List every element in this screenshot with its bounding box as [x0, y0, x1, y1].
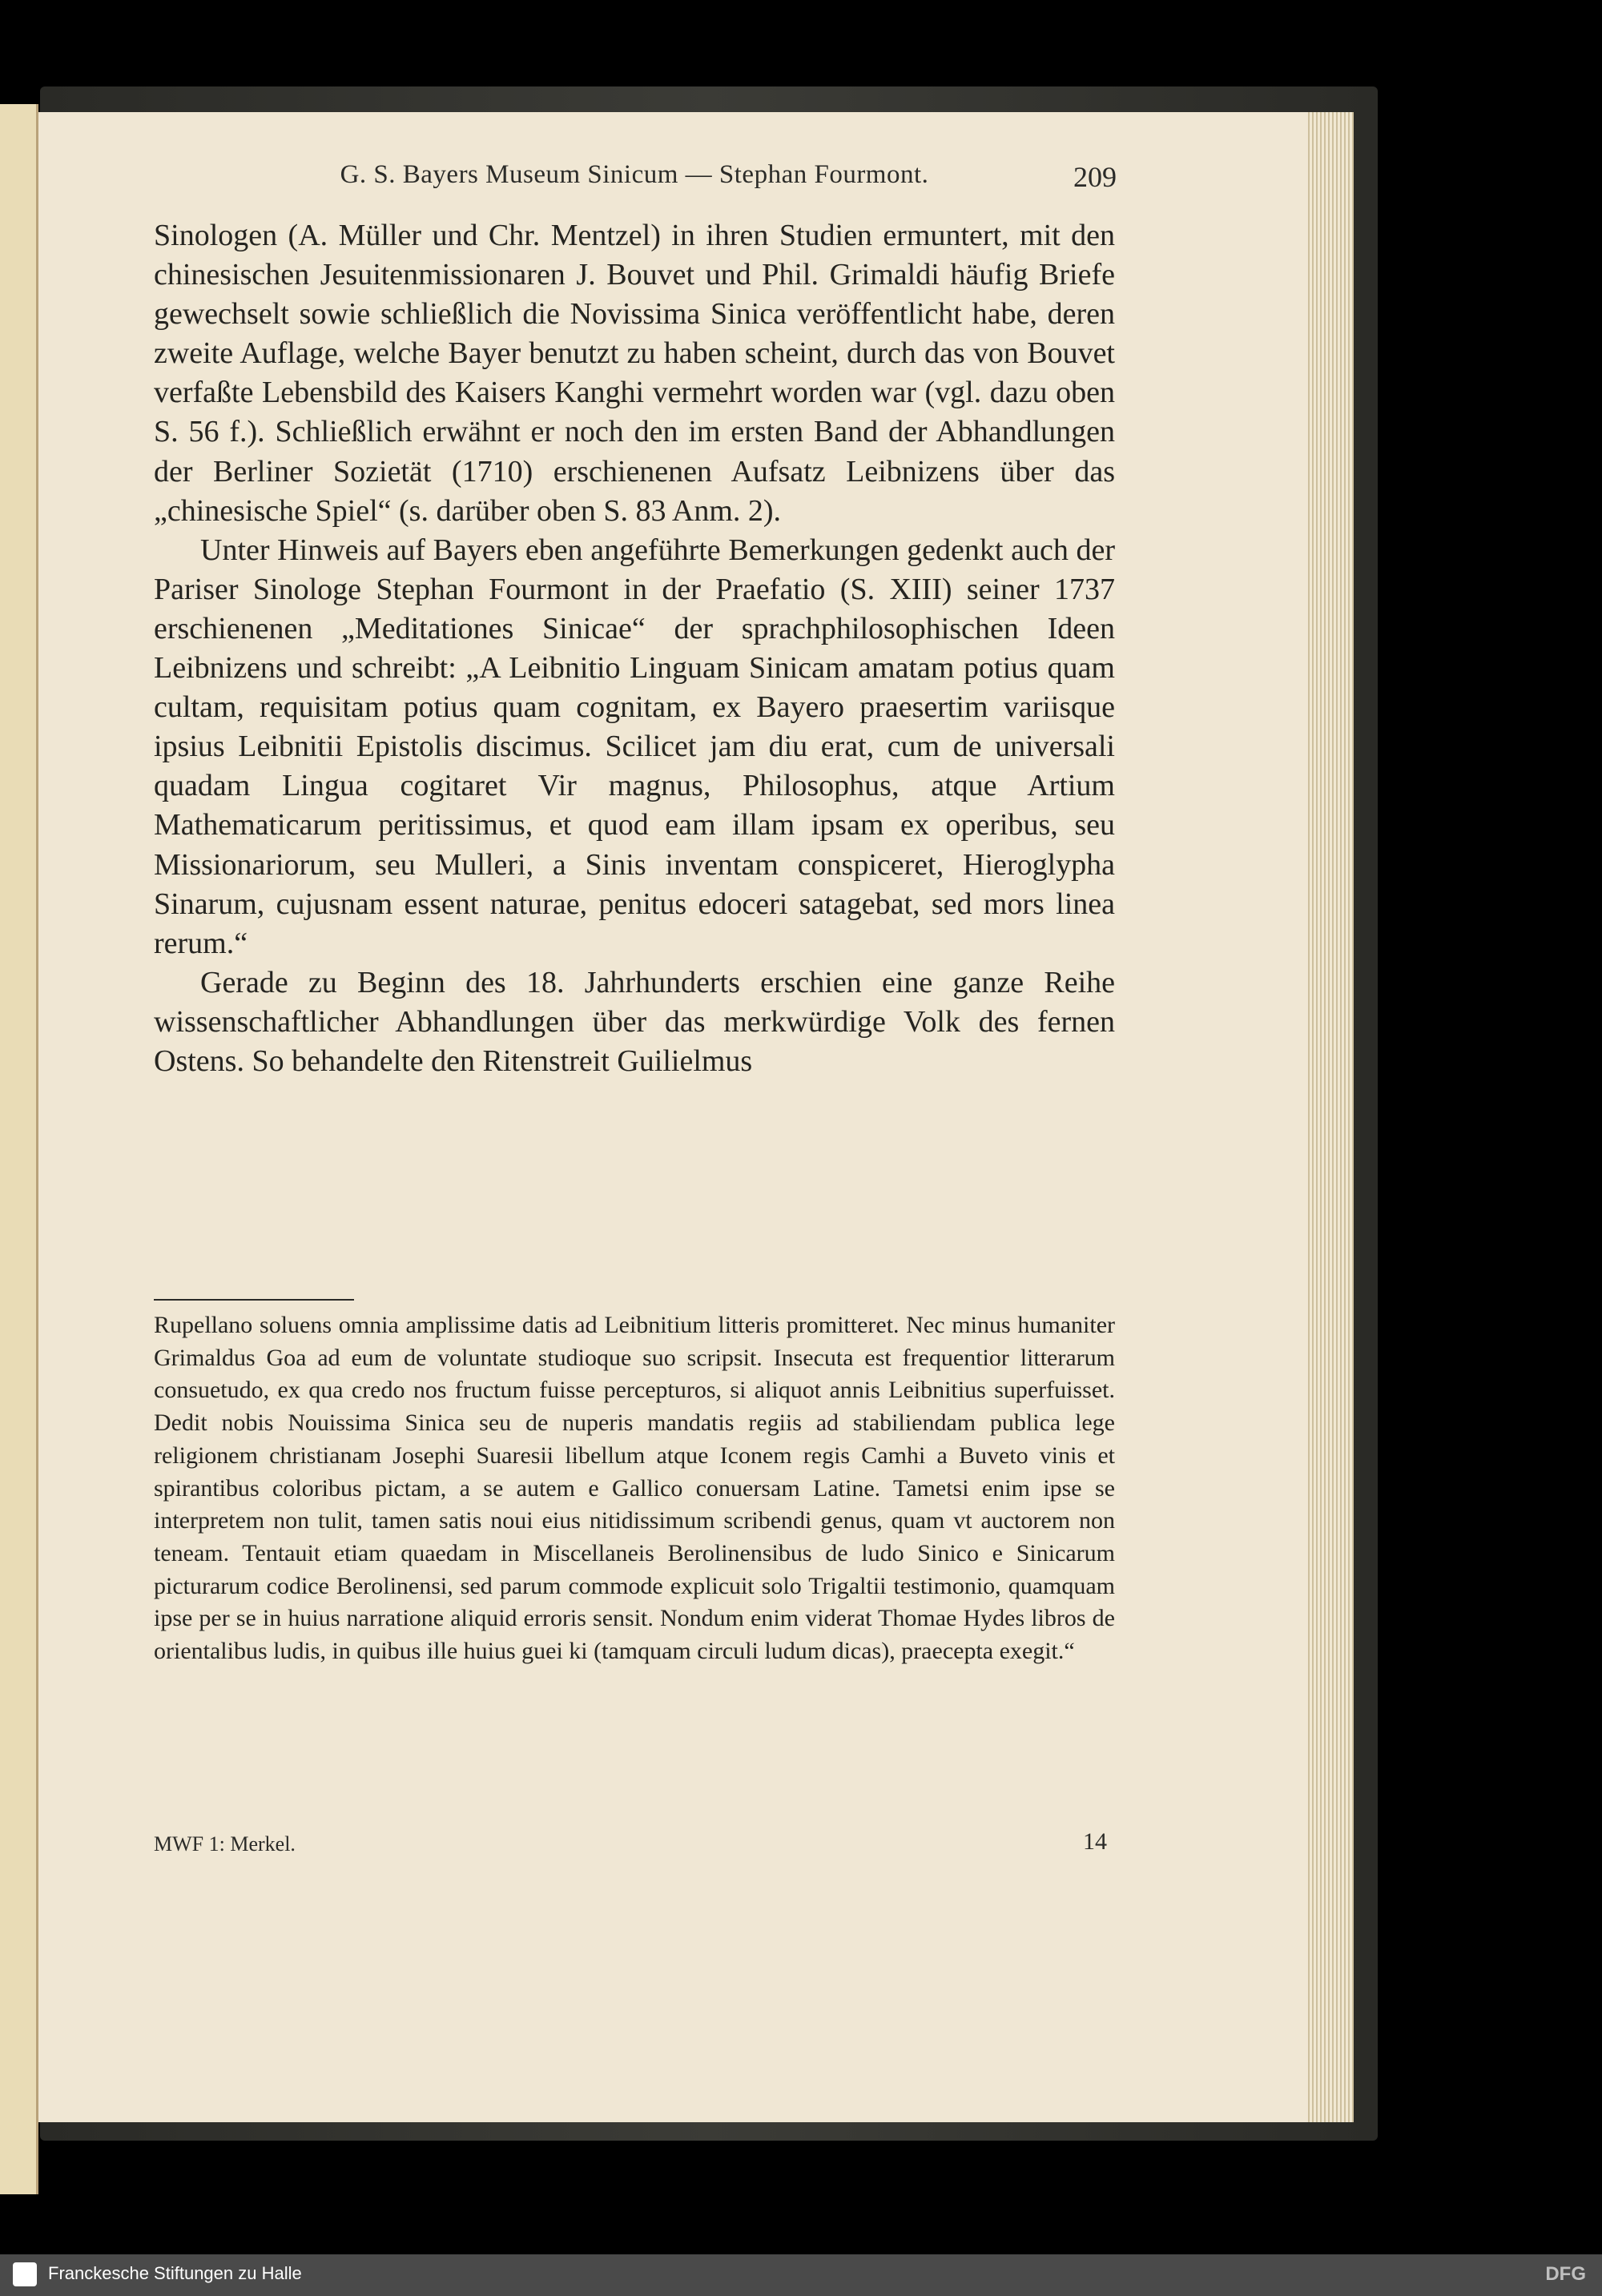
main-text — [154, 216, 1115, 1081]
viewer-footer — [0, 2254, 1602, 2296]
page-header — [154, 160, 1117, 193]
dfg-logo: DFG — [1545, 2263, 1586, 2285]
footnote: Rupellano soluens omnia amplissime datis ad Leibnitium litteris promitteret. Nec minus humaniter Grimaldus Goa ad eum de voluntate studioque suo scripsit. Insecuta est frequentior litterarum consuetudo, ex qua credo nos fructum fuisse percepturos, si aliquot annis Leibnitius superfuisset. Dedit nobis Nouissima Sinica seu de nuperis mandatis regiis ad stabiliendam publica lege religionem christianam Josephi Suaresii libellum atque Iconem regis Camhi a Buveto vinis et spirantibus coloribus pictam, a se autem e Gallico conuersam Latine. Tametsi enim ipse se interpretem non tulit, tamen satis noui eius nitidissimum scribendi genus, quam vt auctorem non teneam. Tentauit etiam quaedam in Miscellaneis Berolinensibus de ludo Sinico e Sinicarum picturarum codice Berolinensi, sed parum commode explicuit solo Trigaltii testimonio, quamquam ipse per se in huius narratione aliquid erroris sensit. Nondum enim viderat Thomae Hydes libros de orientalibus ludis, in quibus ille huius guei ki (tamquam circuli ludum dicas), praecepta exegit.“ — [154, 1312, 1115, 1665]
signature-number: 14 — [1083, 1828, 1107, 1855]
paragraph-1: Sinologen (A. Müller und Chr. Mentzel) in ihren Studien ermuntert, mit den chinesischen Jesuitenmissionaren J. Bouvet und Phil. Grimaldi häufig Briefe gewechselt sowie schließlich die Novissima Sinica veröffentlicht habe, deren zweite Auflage, welche Bayer benutzt zu haben scheint, durch das von Bouvet verfaßte Lebensbild des Kaisers Kanghi vermehrt worden war (vgl. dazu oben S. 56 f.). Schließlich erwähnt er noch den im ersten Band der Abhandlungen der Berliner Sozietät (1710) erschienenen Aufsatz Leibnizens über das „chinesische Spiel“ (s. darüber oben S. 83 Anm. 2). — [154, 219, 1115, 528]
left-page-edge — [0, 104, 38, 2194]
library-logo-icon — [13, 2262, 37, 2286]
page-number: 209 — [1073, 161, 1117, 193]
paragraph-3: Gerade zu Beginn des 18. Jahrhunderts erschien eine ganze Reihe wissenschaftlicher Abhandlungen über das merkwürdige Volk des fernen Ostens. So behandelte den Ritenstreit Guilielmus — [154, 965, 1115, 1078]
running-title: G. S. Bayers Museum Sinicum — Stephan Fourmont. — [340, 160, 929, 189]
library-name: Franckesche Stiftungen zu Halle — [48, 2263, 302, 2283]
paragraph-2: Unter Hinweis auf Bayers eben angeführte Bemerkungen gedenkt auch der Pariser Sinologe Stephan Fourmont in der Praefatio (S. XIII) seiner 1737 erschienenen „Meditationes Sinicae“ der sprachphilosophischen Ideen Leibnizens und schreibt: „A Leibnitio Linguam Sinicam amatam potius quam cultam, requisitam potius quam cognitam, ex Bayero praesertim variisque ipsius Leibnitii Epistolis discimus. Scilicet jam diu erat, cum de universali quadam Lingua cogitaret Vir magnus, Philosophus, atque Artium Mathematicarum peritissimus, et quod eam illam ipsam ex operibus, seu Missionariorum, seu Mulleri, a Sinis inventam conspiceret, Hieroglypha Sinarum, cujusnam essent naturae, penitus edoceri satagebat, sed mors linea rerum.“ — [154, 533, 1115, 960]
signature-mark: MWF 1: Merkel. — [154, 1832, 296, 1856]
footnote-rule — [154, 1299, 354, 1301]
